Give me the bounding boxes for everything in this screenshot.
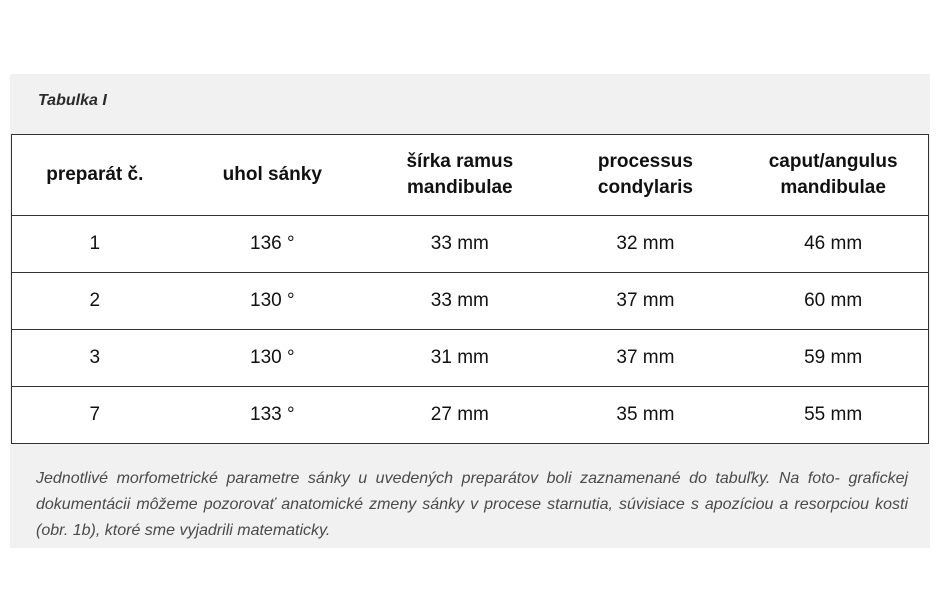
header-specimen-number — [12, 135, 178, 216]
description-line: a resorpciou kosti (obr. 1b), ktoré sme vyjadrili matematicky. — [36, 496, 909, 539]
header-line: caput/angulus — [768, 151, 898, 172]
table-cell: 3 — [12, 330, 178, 387]
table-header-row — [12, 135, 929, 216]
header-line: mandibulae — [780, 177, 886, 198]
table-cell: 130 ° — [178, 273, 367, 330]
header-caput-angulus — [738, 135, 928, 216]
header-condylar-process — [553, 135, 739, 216]
table-cell: 2 — [12, 273, 178, 330]
table-cell: 7 — [89, 404, 101, 425]
table-cell: 37 mm — [553, 273, 739, 330]
table-cell: 33 mm — [367, 216, 553, 273]
table-cell: 130 ° — [178, 330, 367, 387]
table-cell: 37 mm — [553, 330, 739, 387]
description-line: Jednotlivé morfometrické parametre sánky u uvedených preparátov boli zaznamenané do tabuľky. Na foto- — [36, 470, 840, 487]
table-panel — [10, 74, 930, 548]
table-cell: 27 mm — [430, 404, 489, 425]
table-cell: 33 mm — [367, 273, 553, 330]
table-cell: 60 mm — [738, 273, 928, 330]
table-cell: 136 ° — [178, 216, 367, 273]
table-caption: Tabulka I — [38, 92, 107, 109]
table-cell: 59 mm — [738, 330, 928, 387]
header-line: šírka ramus — [406, 151, 514, 172]
table-cell: 46 mm — [738, 216, 928, 273]
table-row — [12, 216, 929, 273]
table-cell: 55 mm — [804, 404, 863, 425]
header-line: uhol sánky — [222, 164, 322, 185]
header-line: mandibulae — [407, 177, 513, 198]
table-cell: 1 — [12, 216, 178, 273]
table-row — [12, 387, 929, 444]
description-line: grafickej dokumentácii môžeme pozorovať anatomické zmeny sánky v procese starnutia, súvisiace s apozíciou — [36, 470, 909, 513]
table-row — [12, 273, 929, 330]
header-ramus-width — [367, 135, 553, 216]
header-line: processus — [597, 151, 693, 172]
header-line: preparát č. — [46, 164, 144, 185]
header-line: condylaris — [597, 177, 693, 198]
table-cell: 31 mm — [367, 330, 553, 387]
table-cell: 133 ° — [250, 404, 295, 425]
morphometric-table — [11, 134, 929, 444]
table-cell: 35 mm — [616, 404, 675, 425]
header-mandible-angle — [178, 135, 367, 216]
table-cell: 32 mm — [553, 216, 739, 273]
table-description — [36, 466, 908, 544]
table-row — [12, 330, 929, 387]
